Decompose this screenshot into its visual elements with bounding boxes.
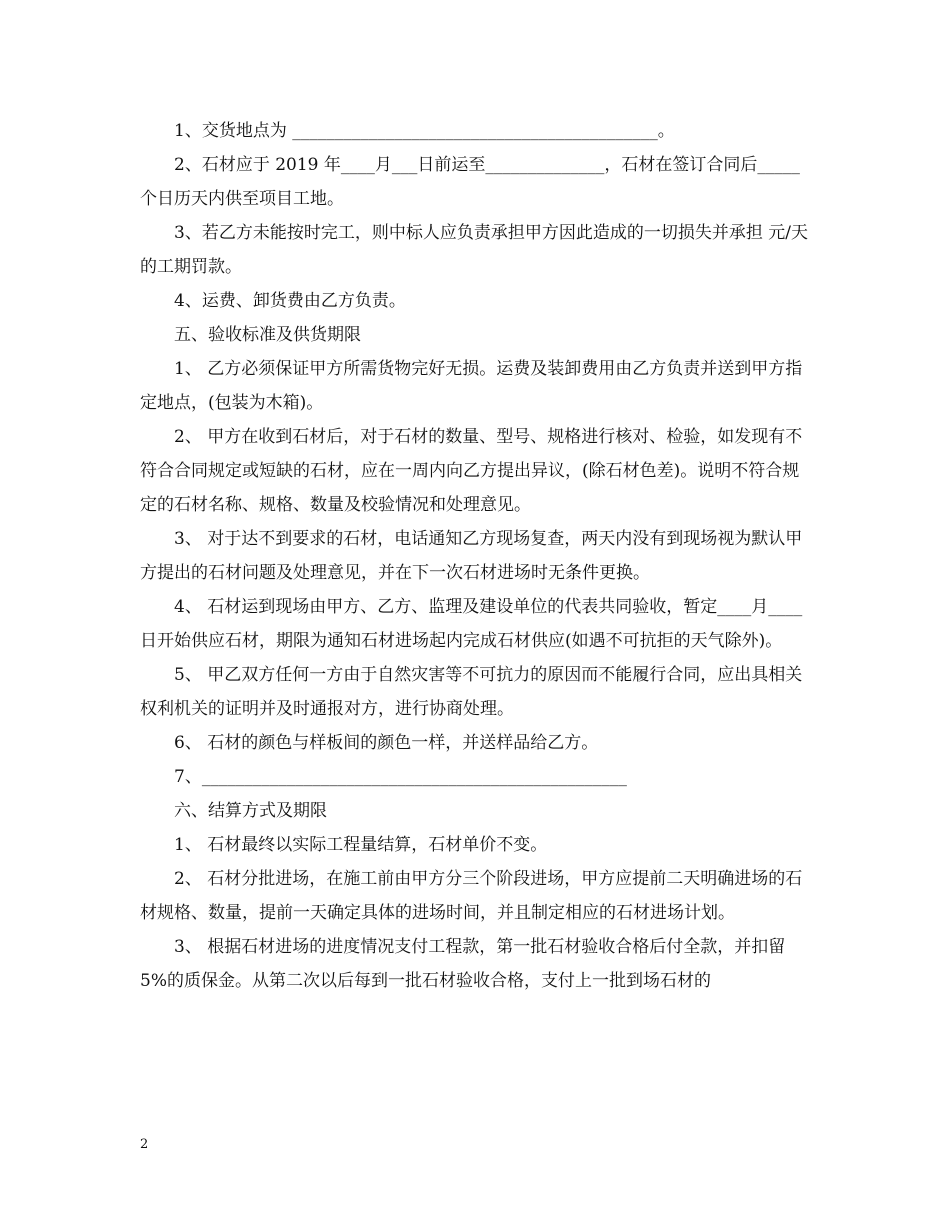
paragraph-settlement-3: 3、 根据石材进场的进度情况支付工程款，第一批石材验收合格后付全款，并扣留 5%的质保金。从第二次以后每到一批石材验收合格，支付上一批到场石材的	[140, 937, 786, 991]
page-number: 2	[140, 1137, 149, 1152]
paragraph-acceptance-2: 2、 甲方在收到石材后，对于石材的数量、型号、规格进行核对、检验，如发现有不符合合同规定或短缺的石材，应在一周内向乙方提出异议，(除石材色差)。说明不符合规定的石材名称、规格、数量及校验情况和处理意见。	[140, 427, 803, 515]
paragraph-acceptance-4: 4、 石材运到现场由甲方、乙方、监理及建设单位的代表共同验收，暂定____月____日开始供应石材，期限为通知石材进场起内完成石材供应(如遇不可抗拒的天气除外)。	[140, 597, 803, 651]
paragraph-acceptance-3: 3、 对于达不到要求的石材，电话通知乙方现场复查，两天内没有到现场视为默认甲方提出的石材问题及处理意见，并在下一次石材进场时无条件更换。	[140, 529, 803, 583]
paragraph-acceptance-5: 5、 甲乙双方任何一方由于自然灾害等不可抗力的原因而不能履行合同，应出具相关权利机关的证明并及时通报对方，进行协商处理。	[140, 665, 803, 719]
paragraph-delivery-date: 2、石材应于 2019 年____月___日前运至______________，石材在签订合同后_____个日历天内供至项目工地。	[140, 155, 800, 209]
section-heading-acceptance: 五、验收标准及供货期限	[174, 325, 361, 345]
paragraph-acceptance-7: 7、__________________________________________________	[174, 767, 627, 787]
paragraph-freight-cost: 4、运费、卸货费由乙方负责。	[174, 291, 406, 311]
paragraph-acceptance-6: 6、 石材的颜色与样板间的颜色一样，并送样品给乙方。	[174, 733, 599, 753]
paragraph-settlement-2: 2、 石材分批进场，在施工前由甲方分三个阶段进场，甲方应提前二天明确进场的石材规格、数量，提前一天确定具体的进场时间，并且制定相应的石材进场计划。	[140, 869, 803, 923]
document-body	[140, 114, 816, 998]
section-heading-settlement: 六、结算方式及期限	[174, 801, 327, 821]
paragraph-settlement-1: 1、 石材最终以实际工程量结算，石材单价不变。	[174, 835, 548, 855]
paragraph-delay-penalty: 3、若乙方未能按时完工，则中标人应负责承担甲方因此造成的一切损失并承担 元/天的工期罚款。	[140, 223, 808, 277]
paragraph-delivery-location: 1、交货地点为 ___________________________________________。	[174, 121, 675, 141]
paragraph-acceptance-1: 1、 乙方必须保证甲方所需货物完好无损。运费及装卸费用由乙方负责并送到甲方指定地点，(包装为木箱)。	[140, 359, 803, 413]
